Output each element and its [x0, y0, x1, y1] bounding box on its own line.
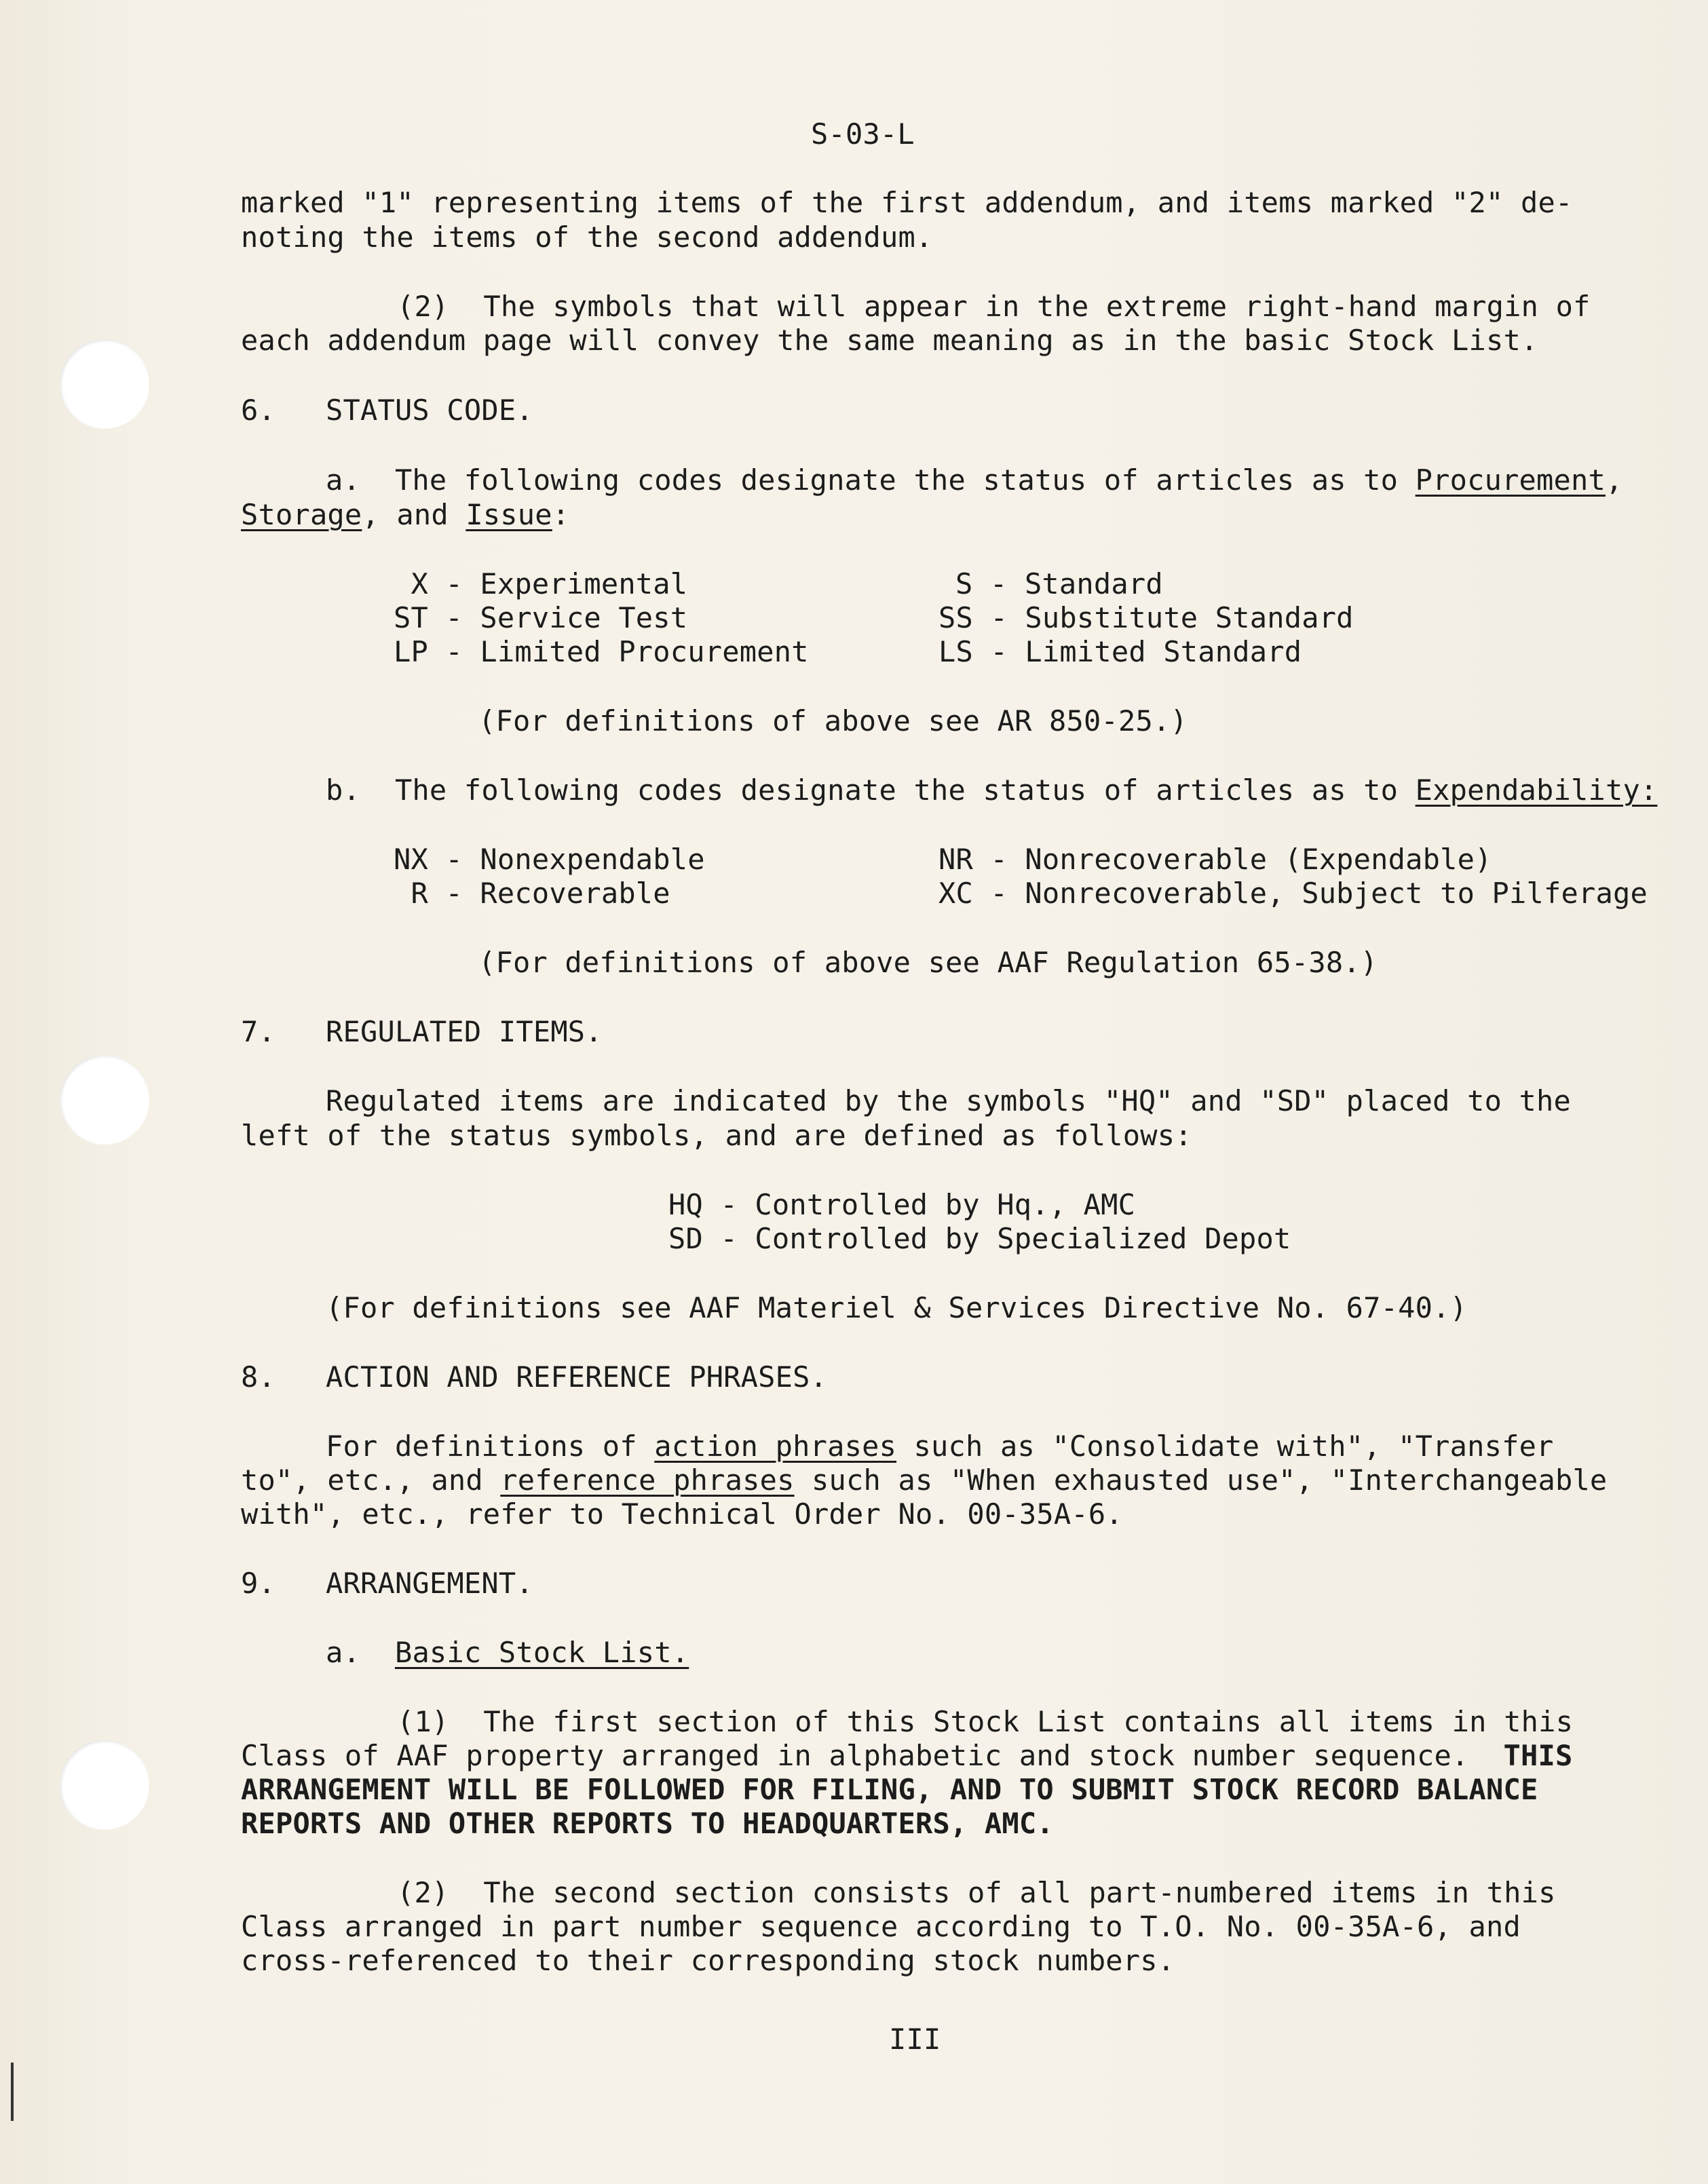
intro-line-1-text: marked "1" representing items of the first addendum, and items marked "2" de-	[241, 186, 1573, 219]
section-9a-heading	[326, 1636, 689, 1670]
storage-term: Storage	[241, 498, 362, 531]
comma: ,	[1606, 463, 1623, 497]
section-8-line-1	[326, 1430, 1554, 1463]
section-8-line-1-b: such as "Consolidate with", "Transfer	[896, 1430, 1554, 1463]
section-7-line-1: Regulated items are indicated by the symbols "HQ" and "SD" placed to the	[326, 1084, 1572, 1117]
section-9a-p1-line-2	[241, 1739, 1572, 1773]
binder-hole-bottom	[60, 1740, 149, 1830]
section-7-title: REGULATED ITEMS.	[326, 1015, 603, 1048]
status-code-s: S - Standard	[955, 567, 1163, 600]
action-phrases-term: action phrases	[654, 1430, 897, 1463]
section-6b-lead: b. The following codes designate the status of articles as to	[326, 773, 1416, 807]
section-6-title: STATUS CODE.	[326, 394, 533, 427]
section-6a-line-1	[326, 463, 1623, 497]
procurement-term: Procurement	[1415, 463, 1606, 497]
status-code-x: X - Experimental	[394, 567, 688, 600]
issue-term: Issue	[466, 498, 552, 531]
status-code-ls: LS - Limited Standard	[938, 635, 1302, 668]
section-9a-p2-line-1: (2) The second section consists of all part-numbered items in this	[397, 1876, 1556, 1909]
section-9a-label: a.	[326, 1636, 395, 1669]
section-9a-p1-line-1: (1) The first section of this Stock List contains all items in this	[397, 1705, 1574, 1738]
reference-phrases-term: reference phrases	[500, 1463, 795, 1497]
section-9a-p1-line-2-a: Class of AAF property arranged in alphabetic and stock number sequence.	[241, 1739, 1504, 1772]
intro-line-2: noting the items of the second addendum.	[241, 221, 933, 254]
section-9a-p1-line-2-b: THIS	[1503, 1739, 1573, 1772]
regulated-def-sd: SD - Controlled by Specialized Depot	[668, 1222, 1291, 1255]
section-9a-p1-line-4: REPORTS AND OTHER REPORTS TO HEADQUARTERS, AMC.	[241, 1807, 1054, 1840]
section-6a-note: (For definitions of above see AR 850-25.)	[478, 704, 1188, 737]
section-8-title: ACTION AND REFERENCE PHRASES.	[326, 1360, 828, 1394]
regulated-def-hq: HQ - Controlled by Hq., AMC	[668, 1188, 1136, 1221]
document-code: S-03-L	[811, 117, 915, 151]
binder-hole-middle	[60, 1055, 149, 1145]
section-8-line-2-b: such as "When exhausted use", "Interchangeable	[794, 1463, 1608, 1497]
section-8-number: 8.	[241, 1360, 276, 1394]
section-8-line-2	[241, 1463, 1607, 1497]
status-code-lp: LP - Limited Procurement	[394, 635, 809, 668]
section-9a-p2-line-2: Class arranged in part number sequence according to T.O. No. 00-35A-6, and	[241, 1910, 1521, 1943]
section-6a-lead: a. The following codes designate the status of articles as to	[326, 463, 1416, 497]
section-7-line-2: left of the status symbols, and are defined as follows:	[241, 1119, 1192, 1152]
section-6a-line-2	[241, 498, 569, 532]
section-9-number: 9.	[241, 1567, 276, 1600]
status-code-nr: NR - Nonrecoverable (Expendable)	[938, 843, 1492, 876]
section-9a-p2-line-3: cross-referenced to their corresponding stock numbers.	[241, 1944, 1175, 1977]
status-code-xc: XC - Nonrecoverable, Subject to Pilferage	[938, 877, 1648, 910]
section-8-line-2-a: to", etc., and	[241, 1463, 501, 1497]
section-9a-p1-line-3: ARRANGEMENT WILL BE FOLLOWED FOR FILING, AND TO SUBMIT STOCK RECORD BALANCE	[241, 1773, 1538, 1806]
section-7-note: (For definitions see AAF Materiel & Services Directive No. 67-40.)	[326, 1291, 1468, 1324]
section-7-number: 7.	[241, 1015, 276, 1048]
section-9-title: ARRANGEMENT.	[326, 1567, 533, 1600]
basic-stock-list-term: Basic Stock List.	[394, 1636, 689, 1669]
intro-p2-line-2: each addendum page will convey the same meaning as in the basic Stock List.	[241, 324, 1538, 357]
section-8-line-3: with", etc., refer to Technical Order No. 00-35A-6.	[241, 1497, 1123, 1531]
section-8-line-1-a: For definitions of	[326, 1430, 655, 1463]
status-code-nx: NX - Nonexpendable	[394, 843, 705, 876]
status-code-r: R - Recoverable	[394, 877, 670, 910]
and-connector: , and	[362, 498, 466, 531]
status-code-st: ST - Service Test	[394, 601, 688, 634]
intro-p2-line-1: (2) The symbols that will appear in the extreme right-hand margin of	[397, 290, 1591, 323]
page-number: III	[889, 2023, 941, 2056]
section-6b-line	[326, 773, 1657, 807]
edge-mark	[11, 2063, 14, 2121]
intro-line-1	[241, 186, 1572, 220]
status-code-ss: SS - Substitute Standard	[938, 601, 1354, 634]
colon: :	[552, 498, 570, 531]
expendability-term: Expendability:	[1415, 773, 1658, 807]
binder-hole-top	[60, 339, 149, 429]
section-6b-note: (For definitions of above see AAF Regulation 65-38.)	[478, 946, 1378, 979]
section-6-number: 6.	[241, 394, 276, 427]
